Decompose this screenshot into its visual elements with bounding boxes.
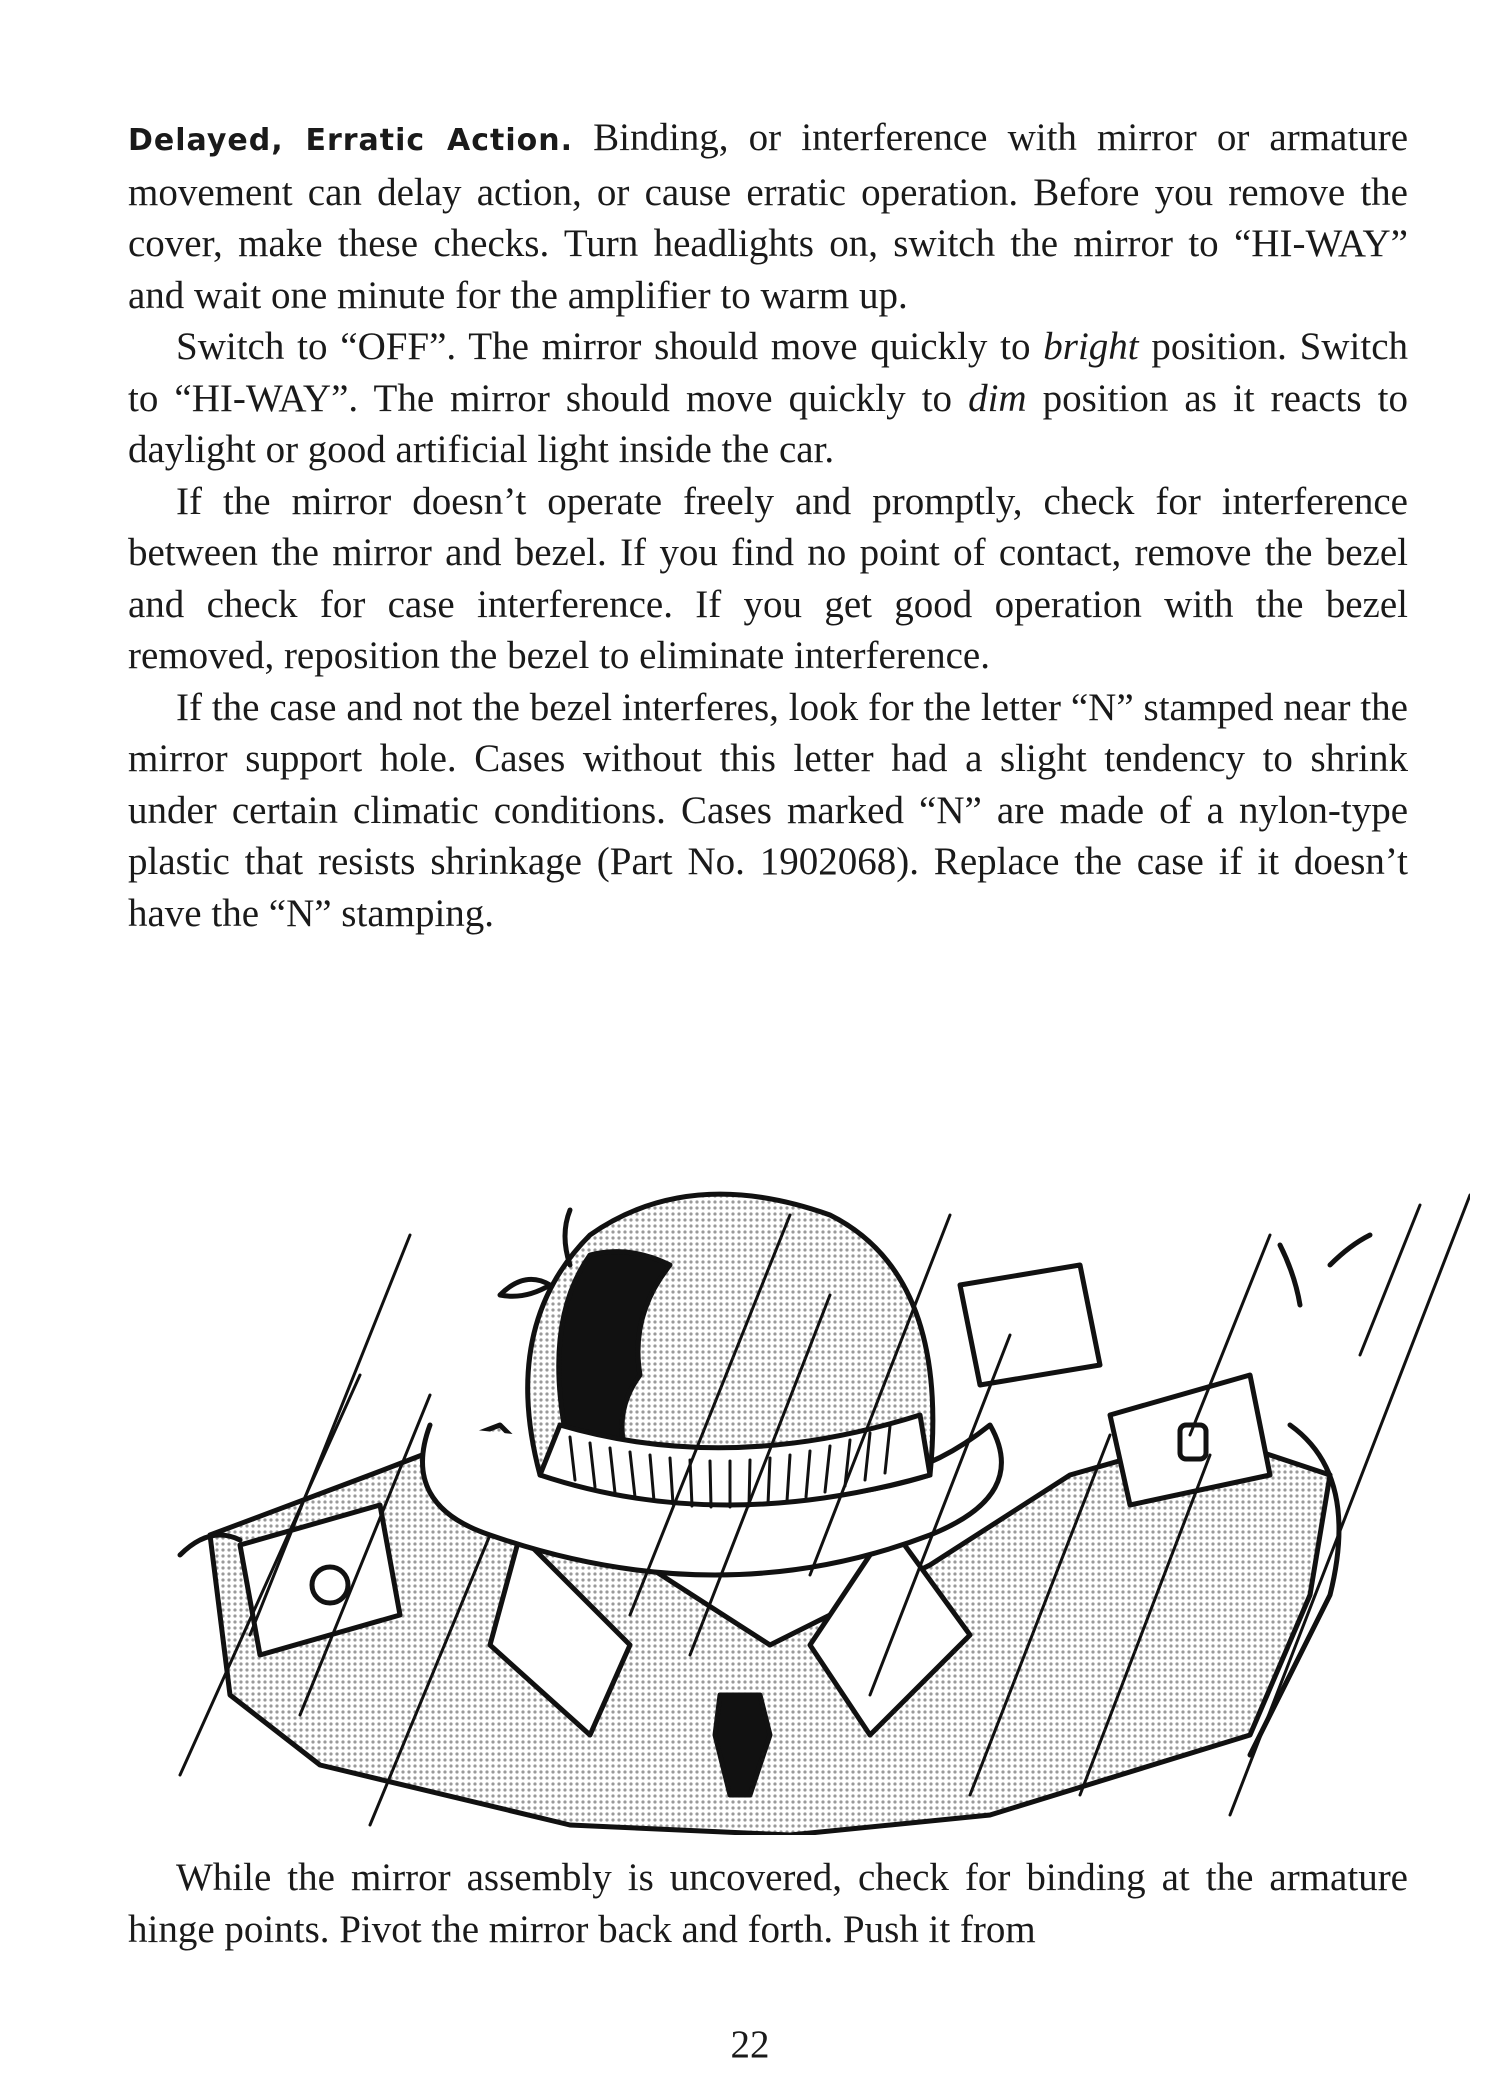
emphasis-bright: bright — [1043, 325, 1139, 368]
paragraph-2 — [128, 321, 1408, 476]
section-heading: Delayed, Erratic Action. — [128, 123, 573, 158]
emphasis-dim: dim — [968, 376, 1027, 420]
rain-hat-illustration — [70, 1175, 1470, 1835]
paper-slip — [960, 1265, 1100, 1385]
splash-5 — [565, 1210, 570, 1265]
paragraph-1-text: Binding, or interference with mirror or armature movement can delay action, or cause erratic operation. Before you remove the cover, make these checks. Turn headlights on, switch the mirror to “HI-WAY” and wait one minute for the amplifier to warm up. — [128, 116, 1408, 317]
page-number: 22 — [730, 2023, 770, 2066]
page-body — [128, 112, 1408, 939]
paragraph-4: If the case and not the bezel interferes, look for the letter “N” stamped near the mirror support hole. Cases without this letter had a slight tendency to shrink under certain climatic conditions. Cases marked “N” are made of a nylon-type plastic that resists shrinkage (Part No. 1902068). Replace the case if it doesn’t have the “N” stamping. — [128, 685, 1408, 935]
paragraph-2-text-c: position as it reacts to daylight or good artificial light inside the car. — [128, 376, 1408, 471]
paragraph-2-text-b: position. Switch to “HI-WAY”. The mirror should move quickly to — [128, 325, 1408, 420]
continuation-text — [128, 1852, 1408, 1955]
splash-3 — [1330, 1235, 1370, 1265]
paragraph-5: While the mirror assembly is uncovered, check for binding at the armature hinge points. Pivot the mirror back and forth. Push it from — [128, 1856, 1408, 1951]
paragraph-2-text-a: Switch to “OFF”. The mirror should move quickly to — [176, 325, 1044, 368]
paragraph-1 — [128, 112, 1408, 321]
paragraph-3: If the mirror doesn’t operate freely and promptly, check for interference between the mirror and bezel. If you find no point of contact, remove the bezel and check for case interference. If you get good operation with the bezel removed, reposition the bezel to eliminate interference. — [128, 479, 1408, 677]
splash-4 — [1280, 1245, 1300, 1305]
coat-button-left — [312, 1567, 348, 1603]
splash-1 — [500, 1279, 550, 1296]
